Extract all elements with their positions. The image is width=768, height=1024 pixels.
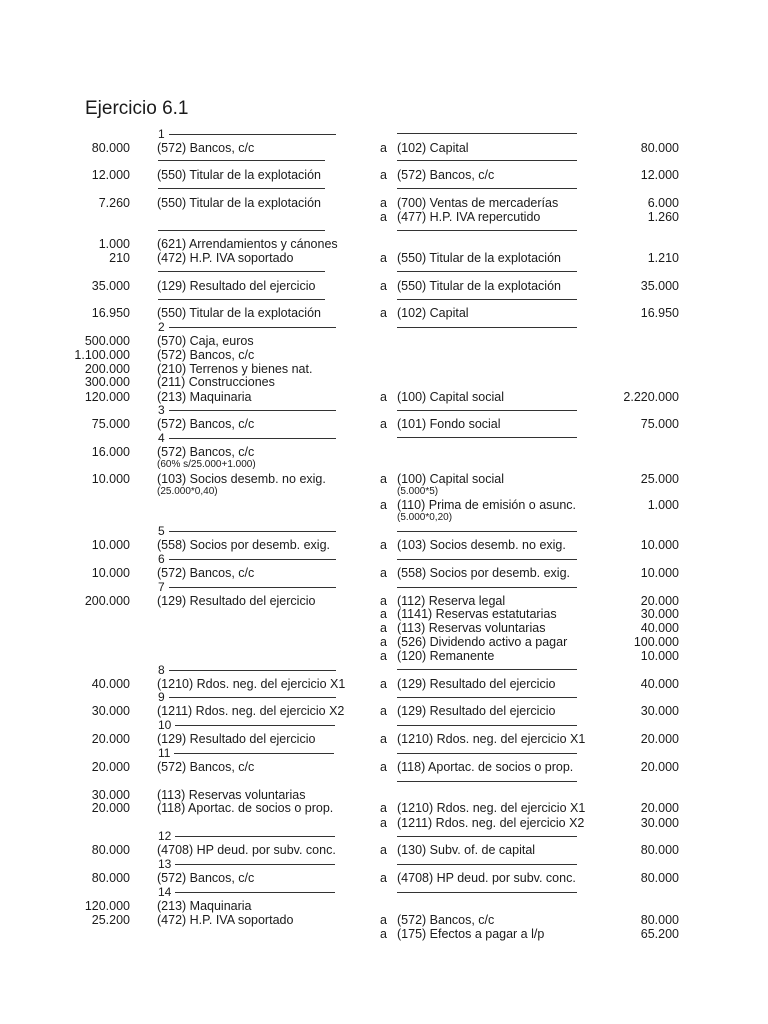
credit-account: (4708) HP deud. por subv. conc. xyxy=(397,871,576,885)
credit-amount: 30.000 xyxy=(640,704,679,718)
debit-amount: 80.000 xyxy=(91,141,130,155)
debit-account: (570) Caja, euros xyxy=(157,334,254,348)
connector-a: a xyxy=(380,843,387,857)
credit-amount: 100.000 xyxy=(633,635,679,649)
separator-line xyxy=(397,531,577,532)
credit-amount: 1.260 xyxy=(647,210,679,224)
credit-account: (110) Prima de emisión o asunc. xyxy=(397,498,577,512)
separator-line xyxy=(175,892,335,893)
debit-account: (572) Bancos, c/c xyxy=(157,445,255,459)
connector-a: a xyxy=(380,251,387,265)
credit-account: (120) Remanente xyxy=(397,649,495,663)
entry-number-separator xyxy=(158,581,336,593)
debit-note: (60% s/25.000+1.000) xyxy=(157,459,256,470)
entry-number: 8 xyxy=(158,663,165,677)
credit-amount: 25.000 xyxy=(640,472,679,486)
connector-a: a xyxy=(380,566,387,580)
credit-note: (5.000*5) xyxy=(397,486,439,497)
debit-account: (472) H.P. IVA soportado xyxy=(157,251,294,265)
debit-amount: 80.000 xyxy=(91,871,130,885)
separator-line xyxy=(397,160,577,161)
connector-a: a xyxy=(380,390,387,404)
entry-number-separator xyxy=(158,747,334,759)
credit-amount: 16.950 xyxy=(640,306,679,320)
entry-number-separator xyxy=(158,886,335,898)
connector-a: a xyxy=(380,538,387,552)
connector-a: a xyxy=(380,871,387,885)
separator-line xyxy=(397,559,577,560)
debit-account: (213) Maquinaria xyxy=(157,899,252,913)
credit-amount: 20.000 xyxy=(640,760,679,774)
connector-a: a xyxy=(380,760,387,774)
connector-a: a xyxy=(380,801,387,815)
credit-account: (477) H.P. IVA repercutido xyxy=(397,210,541,224)
connector-a: a xyxy=(380,498,387,512)
separator-line xyxy=(158,160,325,161)
debit-account: (211) Construcciones xyxy=(157,375,275,389)
connector-a: a xyxy=(380,732,387,746)
entry-number-separator xyxy=(158,404,336,416)
connector-a: a xyxy=(380,913,387,927)
debit-amount: 200.000 xyxy=(84,594,130,608)
debit-note: (25.000*0,40) xyxy=(157,486,218,497)
separator-line xyxy=(397,836,577,837)
connector-a: a xyxy=(380,635,387,649)
debit-amount: 35.000 xyxy=(91,279,130,293)
entry-number: 7 xyxy=(158,580,165,594)
debit-account: (113) Reservas voluntarias xyxy=(157,788,306,802)
separator-line xyxy=(397,587,577,588)
separator-line xyxy=(397,327,577,328)
connector-a: a xyxy=(380,927,387,941)
credit-account: (100) Capital social xyxy=(397,390,504,404)
entry-number: 9 xyxy=(158,690,165,704)
debit-amount: 1.000 xyxy=(98,237,130,251)
debit-amount: 30.000 xyxy=(91,788,130,802)
connector-a: a xyxy=(380,306,387,320)
connector-a: a xyxy=(380,607,387,621)
credit-amount: 30.000 xyxy=(640,607,679,621)
debit-amount: 20.000 xyxy=(91,760,130,774)
connector-a: a xyxy=(380,649,387,663)
debit-account: (129) Resultado del ejercicio xyxy=(157,732,316,746)
entry-number-separator xyxy=(158,691,336,703)
separator-line xyxy=(397,133,577,134)
debit-amount: 25.200 xyxy=(91,913,130,927)
entry-number: 11 xyxy=(158,746,171,760)
entry-number: 3 xyxy=(158,403,165,417)
credit-note: (5.000*0,20) xyxy=(397,512,453,523)
debit-amount: 300.000 xyxy=(84,375,130,389)
credit-account: (1141) Reservas estatutarias xyxy=(397,607,557,621)
credit-account: (129) Resultado del ejercicio xyxy=(397,677,556,691)
debit-amount: 120.000 xyxy=(84,390,130,404)
entry-number-separator xyxy=(158,432,336,444)
connector-a: a xyxy=(380,472,387,486)
credit-amount: 10.000 xyxy=(640,538,679,552)
credit-amount: 20.000 xyxy=(640,732,679,746)
debit-account: (1210) Rdos. neg. del ejercicio X1 xyxy=(157,677,346,691)
debit-account: (1211) Rdos. neg. del ejercicio X2 xyxy=(157,704,345,718)
entry-number: 6 xyxy=(158,552,165,566)
separator-line xyxy=(397,864,577,865)
debit-account: (572) Bancos, c/c xyxy=(157,417,255,431)
separator-line xyxy=(397,410,577,411)
debit-account: (210) Terrenos y bienes nat. xyxy=(157,362,313,376)
credit-account: (112) Reserva legal xyxy=(397,594,506,608)
credit-account: (102) Capital xyxy=(397,306,469,320)
debit-account: (129) Resultado del ejercicio xyxy=(157,594,316,608)
debit-amount: 500.000 xyxy=(84,334,130,348)
credit-account: (1211) Rdos. neg. del ejercicio X2 xyxy=(397,816,585,830)
credit-account: (103) Socios desemb. no exig. xyxy=(397,538,566,552)
debit-account: (103) Socios desemb. no exig. xyxy=(157,472,326,486)
connector-a: a xyxy=(380,196,387,210)
debit-amount: 210 xyxy=(109,251,130,265)
debit-amount: 20.000 xyxy=(91,801,130,815)
credit-amount: 6.000 xyxy=(647,196,679,210)
credit-account: (550) Titular de la explotación xyxy=(397,251,561,265)
debit-amount: 75.000 xyxy=(91,417,130,431)
connector-a: a xyxy=(380,621,387,635)
debit-amount: 16.000 xyxy=(91,445,130,459)
separator-line xyxy=(397,892,577,893)
separator-line xyxy=(397,437,577,438)
page-title: Ejercicio 6.1 xyxy=(85,98,189,119)
separator-line xyxy=(397,299,577,300)
credit-amount: 65.200 xyxy=(640,927,679,941)
separator-line xyxy=(397,669,577,670)
separator-line xyxy=(169,531,336,532)
separator-line xyxy=(169,134,336,135)
credit-account: (118) Aportac. de socios o prop. xyxy=(397,760,574,774)
entry-number-separator xyxy=(158,830,335,842)
entry-number-separator xyxy=(158,553,336,565)
debit-amount: 12.000 xyxy=(91,168,130,182)
separator-line xyxy=(397,230,577,231)
credit-account: (700) Ventas de mercaderías xyxy=(397,196,559,210)
debit-account: (558) Socios por desemb. exig. xyxy=(157,538,331,552)
entry-number-separator xyxy=(158,128,336,140)
debit-account: (4708) HP deud. por subv. conc. xyxy=(157,843,336,857)
debit-amount: 30.000 xyxy=(91,704,130,718)
entry-number: 1 xyxy=(158,127,165,141)
debit-account: (572) Bancos, c/c xyxy=(157,566,255,580)
debit-amount: 10.000 xyxy=(91,566,130,580)
separator-line xyxy=(158,271,325,272)
credit-account: (550) Titular de la explotación xyxy=(397,279,561,293)
credit-amount: 80.000 xyxy=(640,913,679,927)
entry-number: 14 xyxy=(158,885,172,899)
credit-amount: 40.000 xyxy=(640,621,679,635)
debit-amount: 120.000 xyxy=(84,899,130,913)
separator-line xyxy=(175,725,335,726)
separator-line xyxy=(169,670,336,671)
separator-line xyxy=(174,753,334,754)
separator-line xyxy=(397,697,577,698)
credit-amount: 2.220.000 xyxy=(623,390,679,404)
debit-account: (550) Titular de la explotación xyxy=(157,168,321,182)
debit-account: (572) Bancos, c/c xyxy=(157,141,255,155)
separator-line xyxy=(397,753,577,754)
entry-number-separator xyxy=(158,719,335,731)
entry-number: 4 xyxy=(158,431,165,445)
credit-amount: 20.000 xyxy=(640,801,679,815)
debit-amount: 10.000 xyxy=(91,538,130,552)
credit-amount: 80.000 xyxy=(640,843,679,857)
connector-a: a xyxy=(380,594,387,608)
entry-number-separator xyxy=(158,321,336,333)
connector-a: a xyxy=(380,210,387,224)
entry-number-separator xyxy=(158,525,336,537)
connector-a: a xyxy=(380,168,387,182)
credit-account: (1210) Rdos. neg. del ejercicio X1 xyxy=(397,732,586,746)
credit-amount: 40.000 xyxy=(640,677,679,691)
credit-account: (1210) Rdos. neg. del ejercicio X1 xyxy=(397,801,586,815)
debit-account: (213) Maquinaria xyxy=(157,390,252,404)
credit-amount: 12.000 xyxy=(640,168,679,182)
credit-account: (572) Bancos, c/c xyxy=(397,168,495,182)
connector-a: a xyxy=(380,704,387,718)
credit-account: (100) Capital social xyxy=(397,472,504,486)
entry-number-separator xyxy=(158,858,335,870)
separator-line xyxy=(169,410,336,411)
separator-line xyxy=(158,188,325,189)
debit-account: (472) H.P. IVA soportado xyxy=(157,913,294,927)
credit-amount: 80.000 xyxy=(640,141,679,155)
credit-amount: 10.000 xyxy=(640,566,679,580)
debit-amount: 10.000 xyxy=(91,472,130,486)
connector-a: a xyxy=(380,677,387,691)
credit-account: (129) Resultado del ejercicio xyxy=(397,704,556,718)
separator-line xyxy=(169,697,336,698)
entry-number: 2 xyxy=(158,320,165,334)
credit-amount: 20.000 xyxy=(640,594,679,608)
credit-account: (175) Efectos a pagar a l/p xyxy=(397,927,545,941)
credit-account: (102) Capital xyxy=(397,141,469,155)
debit-amount: 7.260 xyxy=(98,196,130,210)
debit-account: (550) Titular de la explotación xyxy=(157,306,321,320)
credit-amount: 1.210 xyxy=(647,251,679,265)
debit-account: (572) Bancos, c/c xyxy=(157,348,255,362)
credit-account: (526) Dividendo activo a pagar xyxy=(397,635,568,649)
debit-account: (118) Aportac. de socios o prop. xyxy=(157,801,334,815)
entry-number: 12 xyxy=(158,829,172,843)
debit-amount: 200.000 xyxy=(84,362,130,376)
connector-a: a xyxy=(380,417,387,431)
debit-amount: 16.950 xyxy=(91,306,130,320)
connector-a: a xyxy=(380,141,387,155)
separator-line xyxy=(169,327,336,328)
credit-amount: 75.000 xyxy=(640,417,679,431)
separator-line xyxy=(397,188,577,189)
separator-line xyxy=(397,271,577,272)
credit-amount: 10.000 xyxy=(640,649,679,663)
separator-line xyxy=(169,559,336,560)
separator-line xyxy=(158,230,325,231)
debit-amount: 1.100.000 xyxy=(74,348,130,362)
entry-number: 13 xyxy=(158,857,172,871)
separator-line xyxy=(175,836,335,837)
separator-line xyxy=(158,299,325,300)
credit-amount: 30.000 xyxy=(640,816,679,830)
entry-number-separator xyxy=(158,664,336,676)
debit-amount: 40.000 xyxy=(91,677,130,691)
entry-number: 5 xyxy=(158,524,165,538)
credit-amount: 1.000 xyxy=(647,498,679,512)
credit-amount: 35.000 xyxy=(640,279,679,293)
separator-line xyxy=(169,587,336,588)
credit-amount: 80.000 xyxy=(640,871,679,885)
separator-line xyxy=(397,781,577,782)
debit-account: (572) Bancos, c/c xyxy=(157,871,255,885)
debit-amount: 80.000 xyxy=(91,843,130,857)
credit-account: (113) Reservas voluntarias xyxy=(397,621,546,635)
connector-a: a xyxy=(380,279,387,293)
credit-account: (558) Socios por desemb. exig. xyxy=(397,566,571,580)
credit-account: (572) Bancos, c/c xyxy=(397,913,495,927)
separator-line xyxy=(169,438,336,439)
separator-line xyxy=(397,725,577,726)
entry-number: 10 xyxy=(158,718,172,732)
debit-account: (129) Resultado del ejercicio xyxy=(157,279,316,293)
connector-a: a xyxy=(380,816,387,830)
debit-account: (550) Titular de la explotación xyxy=(157,196,321,210)
debit-amount: 20.000 xyxy=(91,732,130,746)
debit-account: (621) Arrendamientos y cánones xyxy=(157,237,338,251)
debit-account: (572) Bancos, c/c xyxy=(157,760,255,774)
credit-account: (101) Fondo social xyxy=(397,417,501,431)
credit-account: (130) Subv. of. de capital xyxy=(397,843,536,857)
separator-line xyxy=(175,864,335,865)
